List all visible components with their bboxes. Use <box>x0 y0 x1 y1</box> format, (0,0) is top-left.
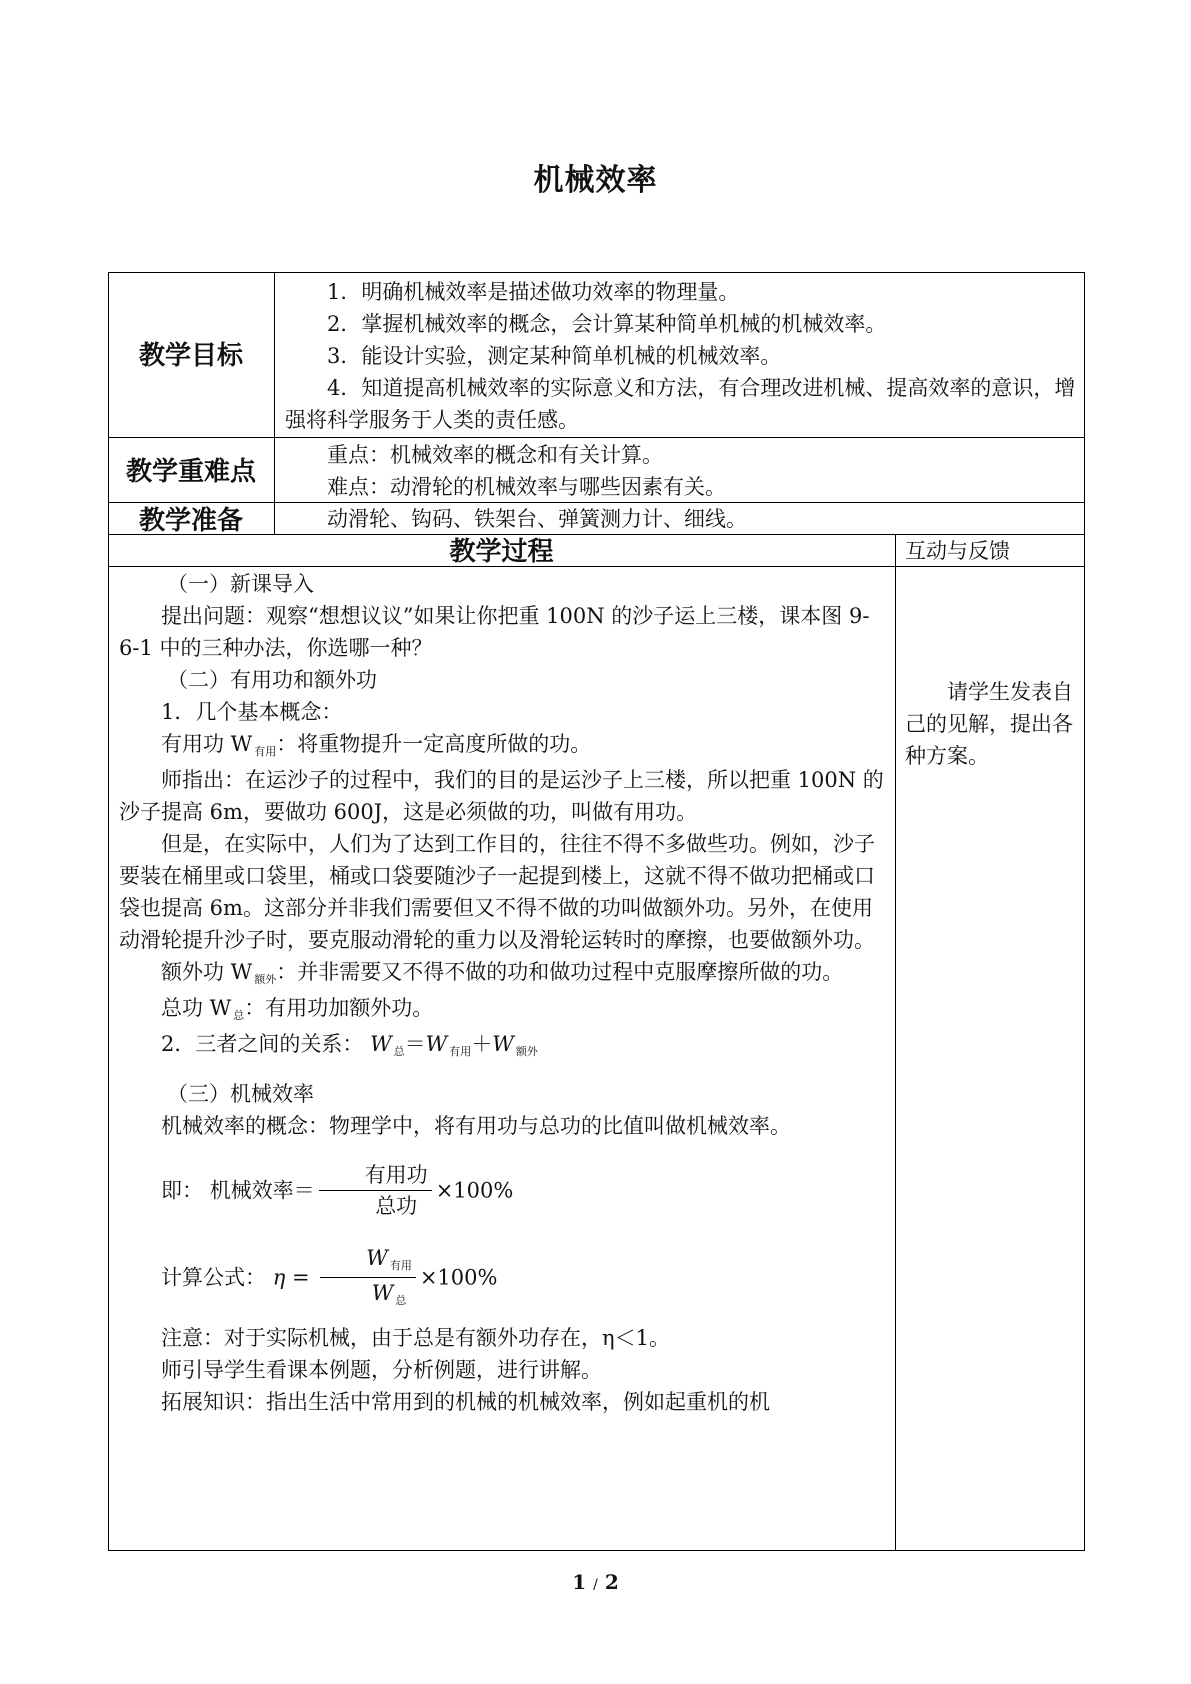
column-divider <box>274 272 275 534</box>
total-work-def: ：有用功加额外功。 <box>244 996 434 1020</box>
eta-symbol: η <box>272 1265 286 1290</box>
useful-work-def: ：将重物提升一定高度所做的功。 <box>276 732 592 756</box>
column-divider <box>895 534 896 1551</box>
formula-w: W <box>371 1281 394 1305</box>
calc-label: 计算公式： <box>161 1265 266 1290</box>
calc-numerator <box>320 1243 416 1278</box>
page-number <box>0 1570 1191 1594</box>
extra-work-def: ：并非需要又不得不做的功和做功过程中克服摩擦所做的功。 <box>276 960 844 984</box>
objective-item: 4．知道提高机械效率的实际意义和方法，有合理改进机械、提高效率的意识，增强将科学服务于人类的责任感。 <box>285 376 1076 432</box>
teacher-point: 师指出：在运沙子的过程中，我们的目的是运沙子上三楼，所以把重 100N 的沙子提高 6m，要做功 600J，这是必须做的功，叫做有用功。 <box>119 768 884 824</box>
feedback-content <box>905 676 1077 772</box>
objectives-content <box>285 276 1077 436</box>
extra-subscript: 额外 <box>254 973 277 986</box>
times-100: ×100% <box>435 1178 514 1203</box>
page-separator: / <box>593 1577 598 1593</box>
eta-equals: = <box>285 1265 317 1290</box>
formula-w: W <box>370 1032 392 1056</box>
calc-denominator <box>320 1278 416 1312</box>
concepts-heading: 1．几个基本概念： <box>161 700 343 724</box>
section-heading: （一）新课导入 <box>167 572 314 596</box>
fraction-numerator: 有用功 <box>319 1160 432 1191</box>
formula-plus: ＋ <box>471 1032 493 1056</box>
objective-item: 1．明确机械效率是描述做功效率的物理量。 <box>327 280 740 304</box>
formula-sub-useful: 有用 <box>449 1045 472 1058</box>
current-page: 1 <box>572 1570 587 1594</box>
word-fraction <box>319 1160 432 1221</box>
relation-line <box>119 1028 887 1064</box>
calc-formula-line <box>119 1243 887 1312</box>
total-work-term: 总功 W <box>161 996 232 1020</box>
eff-word: 机械效率＝ <box>209 1178 315 1203</box>
fraction-denominator: 总功 <box>375 1194 418 1218</box>
useful-work-term: 有用功 W <box>161 732 253 756</box>
key-points-label: 教学重难点 <box>125 457 256 487</box>
guide-text: 师引导学生看课本例题，分析例题，进行讲解。 <box>161 1358 602 1382</box>
objectives-label: 教学目标 <box>138 341 243 371</box>
total-subscript: 总 <box>233 1009 245 1022</box>
feedback-header: 互动与反馈 <box>905 539 1010 563</box>
feedback-text: 请学生发表自己的见解，提出各种方案。 <box>905 680 1073 768</box>
document-title: 机械效率 <box>533 163 658 198</box>
section-heading: （三）机械效率 <box>167 1082 314 1106</box>
calc-fraction <box>320 1243 416 1312</box>
extra-work-definition <box>119 956 887 992</box>
process-content <box>119 568 887 1418</box>
question-text: 提出问题：观察“想想议议”如果让你把重 100N 的沙子运上三楼，课本图 9-6-1 中的三种办法，你选哪一种？ <box>119 604 870 660</box>
efficiency-word-formula <box>119 1160 887 1221</box>
calc-sub-total: 总 <box>395 1294 407 1307</box>
note-text: 注意：对于实际机械，由于总是有额外功存在，η＜1。 <box>161 1326 670 1350</box>
extra-work-paragraph: 但是，在实际中，人们为了达到工作目的，往往不得不多做些功。例如，沙子要装在桶里或口袋里，桶或口袋要随沙子一起提到楼上，这就不得不做功把桶或口袋也提高 6m。这部分并非我们需要但又不得不做的功叫做额外功。另外，在使用动滑轮提升沙子时，要克服动滑轮的重力以及滑轮运转时的摩擦，也要做额外功。 <box>119 832 875 952</box>
total-pages: 2 <box>604 1570 619 1594</box>
useful-work-definition <box>119 728 887 764</box>
formula-sub-total: 总 <box>393 1045 405 1058</box>
calc-sub-useful: 有用 <box>389 1259 412 1272</box>
relation-heading: 2．三者之间的关系： <box>161 1032 364 1056</box>
section-heading: （二）有用功和额外功 <box>167 668 377 692</box>
formula-equals: ＝ <box>404 1032 426 1056</box>
extra-work-term: 额外功 W <box>161 960 253 984</box>
objective-item: 2．掌握机械效率的概念，会计算某种简单机械的机械效率。 <box>327 312 887 336</box>
formula-w: W <box>425 1032 448 1056</box>
key-points-content <box>285 439 1077 503</box>
ji-label: 即： <box>161 1178 203 1203</box>
objective-item: 3．能设计实验，测定某种简单机械的机械效率。 <box>327 344 782 368</box>
relation-formula <box>370 1032 538 1056</box>
formula-w: W <box>366 1246 388 1270</box>
useful-subscript: 有用 <box>254 745 277 758</box>
extend-text: 拓展知识：指出生活中常用到的机械的机械效率，例如起重机的机 <box>161 1390 770 1414</box>
efficiency-concept: 机械效率的概念：物理学中，将有用功与总功的比值叫做机械效率。 <box>161 1114 791 1138</box>
formula-sub-extra: 额外 <box>515 1045 538 1058</box>
preparation-label: 教学准备 <box>138 506 243 536</box>
preparation-text: 动滑轮、钩码、铁架台、弹簧测力计、细线。 <box>327 507 747 531</box>
difficulty-text: 难点：动滑轮的机械效率与哪些因素有关。 <box>327 475 726 499</box>
total-work-definition <box>119 992 887 1028</box>
focus-text: 重点：机械效率的概念和有关计算。 <box>327 443 663 467</box>
formula-w: W <box>492 1032 514 1056</box>
times-100: ×100% <box>419 1265 498 1290</box>
process-header: 教学过程 <box>449 537 554 567</box>
row-divider <box>108 437 1085 438</box>
